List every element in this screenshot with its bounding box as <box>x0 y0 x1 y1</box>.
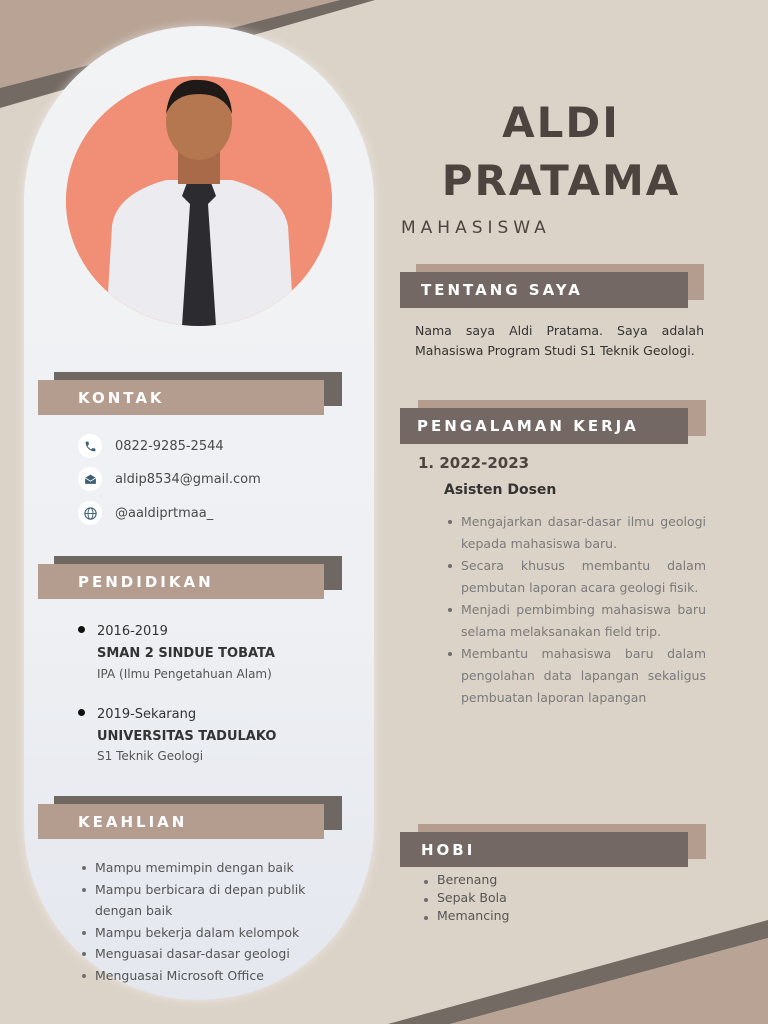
phone-number: 0822-9285-2544 <box>115 438 224 454</box>
globe-icon <box>78 501 102 525</box>
skills-list <box>80 857 342 986</box>
edu-years: 2016-2019 <box>97 624 168 639</box>
list-item: Berenang <box>422 871 622 889</box>
hobby-list <box>422 871 622 925</box>
list-item: Mampu memimpin dengan baik <box>80 857 342 879</box>
list-item: Menguasai dasar-dasar geologi <box>80 943 342 965</box>
kontak-header <box>38 372 342 416</box>
experience-role: Asisten Dosen <box>444 482 557 498</box>
profile-photo <box>66 76 332 326</box>
edu-major: IPA (Ilmu Pengetahuan Alam) <box>97 667 272 681</box>
job-title: MAHASISWA <box>401 218 551 238</box>
keahlian-heading: KEAHLIAN <box>38 804 324 839</box>
list-item: Secara khusus membantu dalam pembutan laporan acara geologi fisik. <box>446 555 706 599</box>
list-item: Memancing <box>422 907 622 925</box>
kontak-heading: KONTAK <box>38 380 324 415</box>
list-item: Menjadi pembimbing mahasiswa baru selama melaksanakan field trip. <box>446 599 706 643</box>
list-item: Mampu berbicara di depan publik dengan baik <box>80 879 342 922</box>
list-item: Menguasai Microsoft Office <box>80 965 342 987</box>
pengalaman-heading: PENGALAMAN KERJA <box>400 408 688 444</box>
list-item: Mengajarkan dasar-dasar ilmu geologi kepada mahasiswa baru. <box>446 511 706 555</box>
tentang-header <box>400 264 704 308</box>
first-name: ALDI <box>502 98 620 147</box>
pendidikan-heading: PENDIDIKAN <box>38 564 324 599</box>
email-address: aldip8534@gmail.com <box>115 471 261 487</box>
list-item: Mampu bekerja dalam kelompok <box>80 922 342 944</box>
about-text: Nama saya Aldi Pratama. Saya adalah Mahasiswa Program Studi S1 Teknik Geologi. <box>415 323 704 358</box>
hobi-heading: HOBI <box>400 832 688 867</box>
social-handle: @aaldiprtmaa_ <box>115 505 214 521</box>
pendidikan-header <box>38 556 342 600</box>
mail-icon <box>78 467 102 491</box>
phone-icon <box>78 434 102 458</box>
hobi-header <box>400 824 706 868</box>
bullet-dot <box>78 709 85 716</box>
tentang-heading: TENTANG SAYA <box>400 272 688 308</box>
edu-major: S1 Teknik Geologi <box>97 749 204 763</box>
edu-school: SMAN 2 SINDUE TOBATA <box>97 646 275 661</box>
edu-school: UNIVERSITAS TADULAKO <box>97 729 277 744</box>
contact-email <box>78 467 261 491</box>
pengalaman-header <box>400 400 706 444</box>
experience-list <box>446 511 706 709</box>
last-name: PRATAMA <box>441 156 681 205</box>
keahlian-header <box>38 796 342 840</box>
list-item: Membantu mahasiswa baru dalam pengolahan data lapangan sekaligus pembuatan laporan lapangan <box>446 643 706 709</box>
contact-phone <box>78 434 224 458</box>
bullet-dot <box>78 626 85 633</box>
list-item: Sepak Bola <box>422 889 622 907</box>
contact-social <box>78 501 213 525</box>
edu-years: 2019-Sekarang <box>97 707 197 722</box>
experience-period: 1. 2022-2023 <box>418 454 530 472</box>
